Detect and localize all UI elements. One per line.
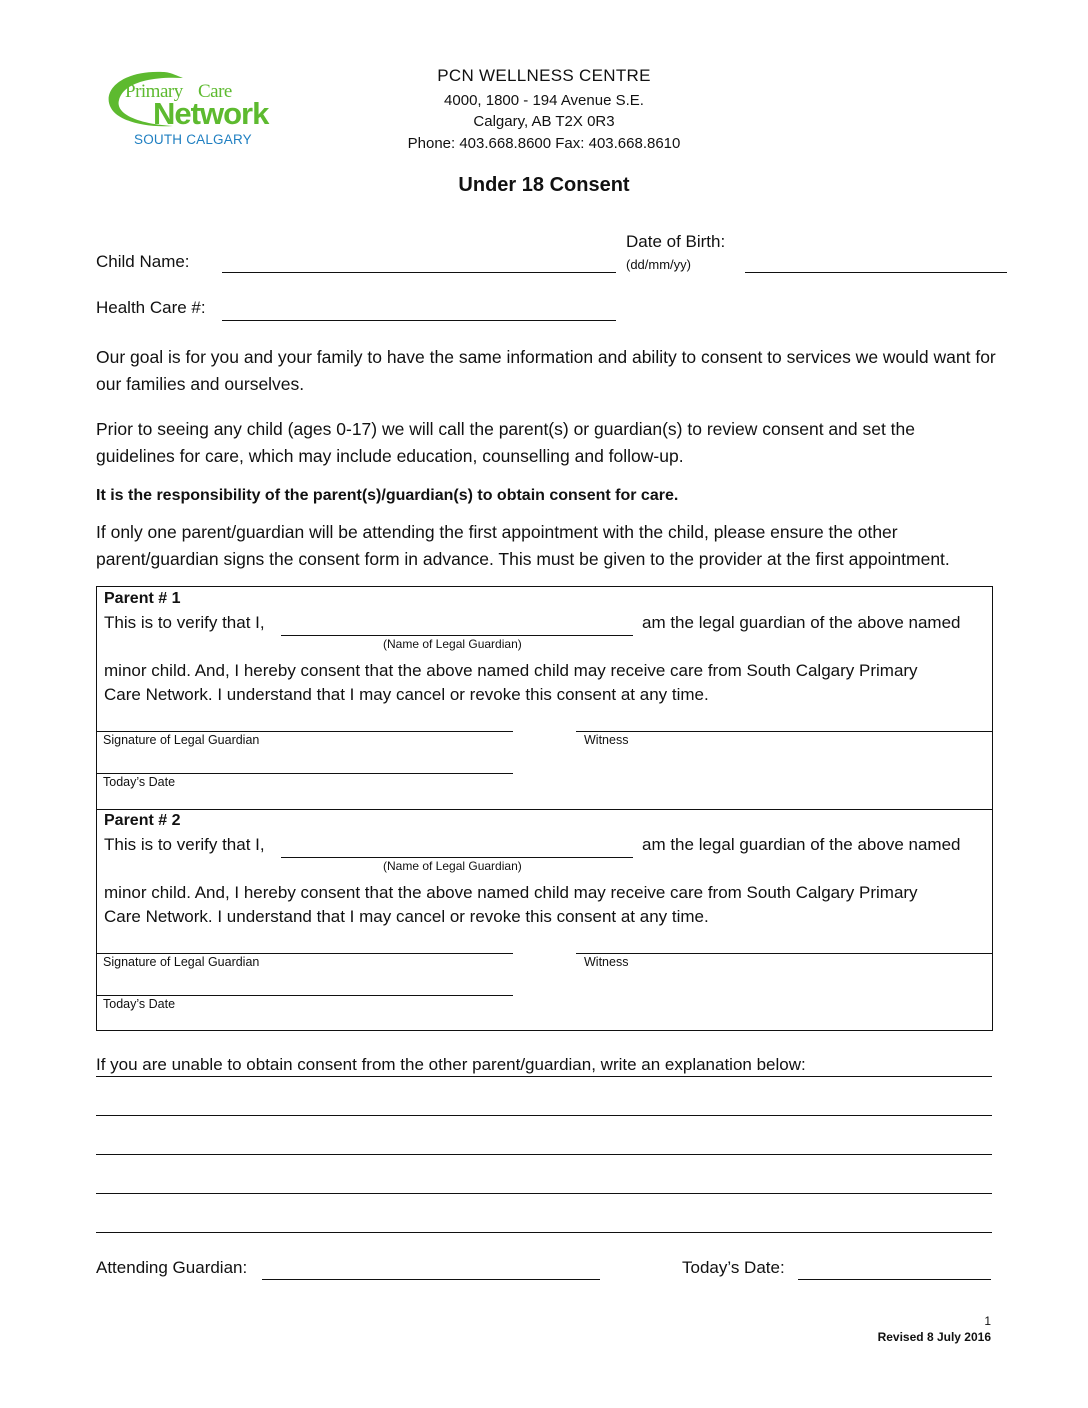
parent-1-consent-line-2: Care Network. I understand that I may cancel or revoke this consent at any time. — [104, 685, 709, 704]
parent-2-consent-line-1: minor child. And, I hereby consent that the above named child may receive care from South Calgary Primary — [104, 883, 918, 902]
responsibility-notice: It is the responsibility of the parent(s)/guardian(s) to obtain consent for care. — [96, 487, 679, 504]
explanation-line[interactable] — [96, 1232, 992, 1233]
parent-1-verify-prefix: This is to verify that I, — [104, 613, 265, 632]
health-care-label: Health Care #: — [96, 298, 206, 317]
attending-guardian-field[interactable] — [262, 1279, 600, 1280]
parent-2-date-label: Today’s Date — [103, 997, 176, 1011]
explanation-line[interactable] — [96, 1193, 992, 1194]
parent-1-signature-label: Signature of Legal Guardian — [103, 733, 260, 747]
dob-format-hint: (dd/mm/yy) — [626, 257, 691, 272]
phone-fax: Phone: 403.668.8600 Fax: 403.668.8610 — [407, 135, 681, 152]
parent-2-guardian-name-field[interactable] — [281, 857, 633, 858]
parent-2-witness-label: Witness — [584, 955, 629, 969]
logo-word-region: SOUTH CALGARY — [134, 132, 252, 147]
explanation-line[interactable] — [96, 1154, 992, 1155]
parent-1-date-label: Today’s Date — [103, 775, 176, 789]
parent-1-name-caption: (Name of Legal Guardian) — [383, 637, 522, 651]
parent-1-heading: Parent # 1 — [104, 590, 181, 607]
explanation-line[interactable] — [96, 1115, 992, 1116]
parent-2-verify-prefix: This is to verify that I, — [104, 835, 265, 854]
parent-2-verify-suffix: am the legal guardian of the above named — [642, 835, 961, 854]
parent-2-signature-field[interactable] — [97, 953, 513, 954]
explanation-prompt: If you are unable to obtain consent from the other parent/guardian, write an explanation below: — [96, 1055, 806, 1074]
parent-1-date-field[interactable] — [97, 773, 513, 774]
revision-note: Revised 8 July 2016 — [877, 1330, 991, 1344]
logo-word-network: Network — [153, 96, 269, 131]
health-care-field[interactable] — [222, 320, 616, 321]
prior-paragraph: Prior to seeing any child (ages 0-17) we will call the parent(s) or guardian(s) to review consent and set the guidelines for care, which may include education, counselling and follow-up. — [96, 419, 916, 466]
parent-2-signature-label: Signature of Legal Guardian — [103, 955, 260, 969]
goal-paragraph: Our goal is for you and your family to have the same information and ability to consent to services we would want for our families and ourselves. — [96, 347, 996, 394]
parent-2-date-field[interactable] — [97, 995, 513, 996]
page-number: 1 — [984, 1314, 991, 1328]
address-line-1: 4000, 1800 - 194 Avenue S.E. — [444, 92, 644, 109]
org-name: PCN WELLNESS CENTRE — [437, 66, 651, 85]
parent-2-witness-field[interactable] — [576, 953, 992, 954]
attending-guardian-label: Attending Guardian: — [96, 1258, 248, 1277]
parent-1-section — [96, 586, 993, 810]
parent-1-signature-field[interactable] — [97, 731, 513, 732]
todays-date-label: Today’s Date: — [682, 1258, 785, 1277]
parent-1-witness-label: Witness — [584, 733, 629, 747]
todays-date-field[interactable] — [798, 1279, 991, 1280]
parent-2-name-caption: (Name of Legal Guardian) — [383, 859, 522, 873]
parent-1-consent-line-1: minor child. And, I hereby consent that the above named child may receive care from South Calgary Primary — [104, 661, 918, 680]
one-parent-paragraph: If only one parent/guardian will be attending the first appointment with the child, please ensure the other parent/guardian signs the consent form in advance. This must be given to the provider at the first appointment. — [96, 522, 950, 569]
parent-2-consent-line-2: Care Network. I understand that I may cancel or revoke this consent at any time. — [104, 907, 709, 926]
parent-2-heading: Parent # 2 — [104, 812, 181, 829]
parent-1-witness-field[interactable] — [576, 731, 992, 732]
child-name-label: Child Name: — [96, 252, 190, 271]
parent-1-verify-suffix: am the legal guardian of the above named — [642, 613, 961, 632]
address-line-2: Calgary, AB T2X 0R3 — [473, 113, 615, 130]
page-title: Under 18 Consent — [458, 174, 630, 196]
dob-field[interactable] — [745, 272, 1007, 273]
logo-word-primary: Primary — [125, 81, 183, 102]
child-name-field[interactable] — [222, 272, 616, 273]
parent-1-guardian-name-field[interactable] — [281, 635, 633, 636]
parent-2-section — [96, 809, 993, 1031]
dob-label: Date of Birth: — [626, 232, 726, 251]
logo-word-care: Care — [198, 81, 232, 102]
explanation-line[interactable] — [96, 1076, 992, 1077]
